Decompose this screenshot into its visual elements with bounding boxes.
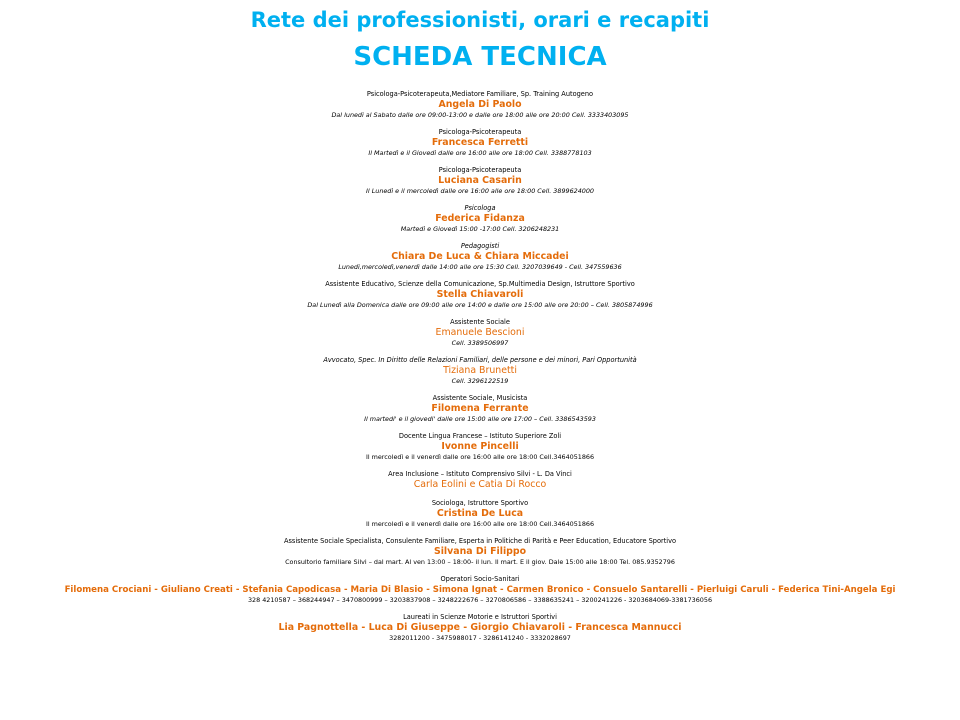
- entry-name: Francesca Ferretti: [431, 137, 529, 148]
- list-item: [0, 166, 960, 196]
- page-title: Rete dei professionisti, orari e recapiti: [250, 8, 710, 32]
- entry-role: Sociologa, Istruttore Sportivo: [431, 499, 529, 507]
- entry-role: Psicologa-Psicoterapeuta: [438, 128, 522, 136]
- entry-name: Angela Di Paolo: [438, 99, 522, 110]
- entry-role: Laureati in Scienze Motorie e Istruttori Sportivi: [403, 613, 557, 621]
- entry-info: Il Martedì e il Giovedì dalle ore 16:00 alle ore 18:00 Cell. 3388778103: [368, 149, 592, 157]
- entry-info: Il mercoledì e il venerdì dalle ore 16:00 alle ore 18:00 Cell.3464051866: [365, 520, 595, 528]
- entry-info: Lunedì,mercoledì,venerdì dalle 14:00 alle ore 15:30 Cell. 3207039649 - Cell. 347559636: [338, 263, 622, 271]
- list-item: [0, 128, 960, 158]
- list-item: [0, 280, 960, 310]
- entry-name: Filomena Crociani - Giuliano Creati - Stefania Capodicasa - Maria Di Blasio - Simona Ignat - Carmen Bronico - Consuelo Santarelli - Pierluigi Caruli - Federica Tini-Angela Egi: [64, 585, 896, 595]
- entry-role: Operatori Socio-Sanitari: [440, 575, 520, 583]
- entry-name: Cristina De Luca: [436, 508, 524, 519]
- entry-name: Emanuele Bescioni: [435, 327, 525, 338]
- entry-info: Il martedi' e il giovedi' dalle ore 15:00 alle ore 17:00 – Cell. 3386543593: [364, 415, 596, 423]
- list-item: [0, 537, 960, 567]
- entry-role: Docente Lingua Francese – Istituto Superiore Zoli: [398, 432, 562, 440]
- list-item: [0, 204, 960, 234]
- list-item: [0, 470, 960, 491]
- entry-name: Carla Eolini e Catia Di Rocco: [413, 479, 547, 490]
- entry-role: Assistente Sociale Specialista, Consulente Familiare, Esperta in Politiche di Parità e Peer Education, Educatore Sportivo: [283, 537, 677, 545]
- list-item: [0, 613, 960, 643]
- entry-info: Martedì e Giovedì 15:00 -17:00 Cell. 3206248231: [400, 225, 560, 233]
- entry-info: Cell. 3296122519: [451, 377, 509, 385]
- list-item: [0, 318, 960, 348]
- entry-role: Psicologa-Psicoterapeuta,Mediatore Familiare, Sp. Training Autogeno: [366, 90, 594, 98]
- entry-info: Dal Lunedì alla Domenica dalle ore 09:00 alle ore 14:00 e dalle ore 15:00 alle ore 20:00 – Cell. 3805874996: [307, 301, 653, 309]
- list-item: [0, 90, 960, 120]
- entry-name: Filomena Ferrante: [431, 403, 529, 414]
- professionals-list: [0, 90, 960, 643]
- entry-info: 328 4210587 – 368244947 – 3470800999 – 3203837908 – 3248222676 – 3270806586 – 3388635241 – 3200241226 - 3203684069-3381736056: [247, 596, 713, 604]
- entry-name: Lia Pagnottella - Luca Di Giuseppe - Giorgio Chiavaroli - Francesca Mannucci: [278, 622, 682, 633]
- entry-role: Assistente Educativo, Scienze della Comunicazione, Sp.Multimedia Design, Istruttore Sportivo: [325, 280, 635, 288]
- entry-role: Avvocato, Spec. In Diritto delle Relazioni Familiari, delle persone e dei minori, Pari Opportunità: [323, 356, 637, 364]
- entry-info: Dal lunedì al Sabato dalle ore 09:00-13:00 e dalle ore 18:00 alle ore 20:00 Cell. 3333403095: [331, 111, 629, 119]
- list-item: [0, 432, 960, 462]
- entry-name: Stella Chiavaroli: [436, 289, 524, 300]
- entry-name: Silvana Di Filippo: [433, 546, 527, 557]
- list-item: [0, 242, 960, 272]
- entry-name: Tiziana Brunetti: [443, 365, 517, 376]
- list-item: [0, 499, 960, 529]
- entry-role: Psicologa: [464, 204, 496, 212]
- entry-name: Luciana Casarin: [438, 175, 522, 186]
- entry-info: Cell. 3389506997: [451, 339, 509, 347]
- list-item: [0, 394, 960, 424]
- entry-info: Il Lunedì e il mercoledì dalle ore 16:00 alle ore 18:00 Cell. 3899624000: [366, 187, 594, 195]
- entry-info: 3282011200 - 3475988017 - 3286141240 - 3332028697: [389, 634, 571, 642]
- entry-role: Pedagogisti: [460, 242, 500, 250]
- list-item: [0, 575, 960, 605]
- entry-info: Il mercoledì e il venerdì dalle ore 16:00 alle ore 18:00 Cell.3464051866: [365, 453, 595, 461]
- entry-info: Consultorio familiare Silvi – dal mart. Al ven 13:00 – 18:00- il lun. Il mart. E il giov. Dale 15:00 alle 18:00 Tel. 085.9352796: [285, 558, 675, 566]
- entry-name: Federica Fidanza: [435, 213, 525, 224]
- entry-role: Psicologa-Psicoterapeuta: [438, 166, 522, 174]
- list-item: [0, 356, 960, 386]
- entry-role: Assistente Sociale: [450, 318, 510, 326]
- entry-role: Area Inclusione – Istituto Comprensivo Silvi - L. Da Vinci: [388, 470, 572, 478]
- entry-name: Chiara De Luca & Chiara Miccadei: [391, 251, 569, 262]
- page-subtitle: SCHEDA TECNICA: [353, 42, 607, 72]
- entry-name: Ivonne Pincelli: [441, 441, 519, 452]
- entry-role: Assistente Sociale, Musicista: [432, 394, 528, 402]
